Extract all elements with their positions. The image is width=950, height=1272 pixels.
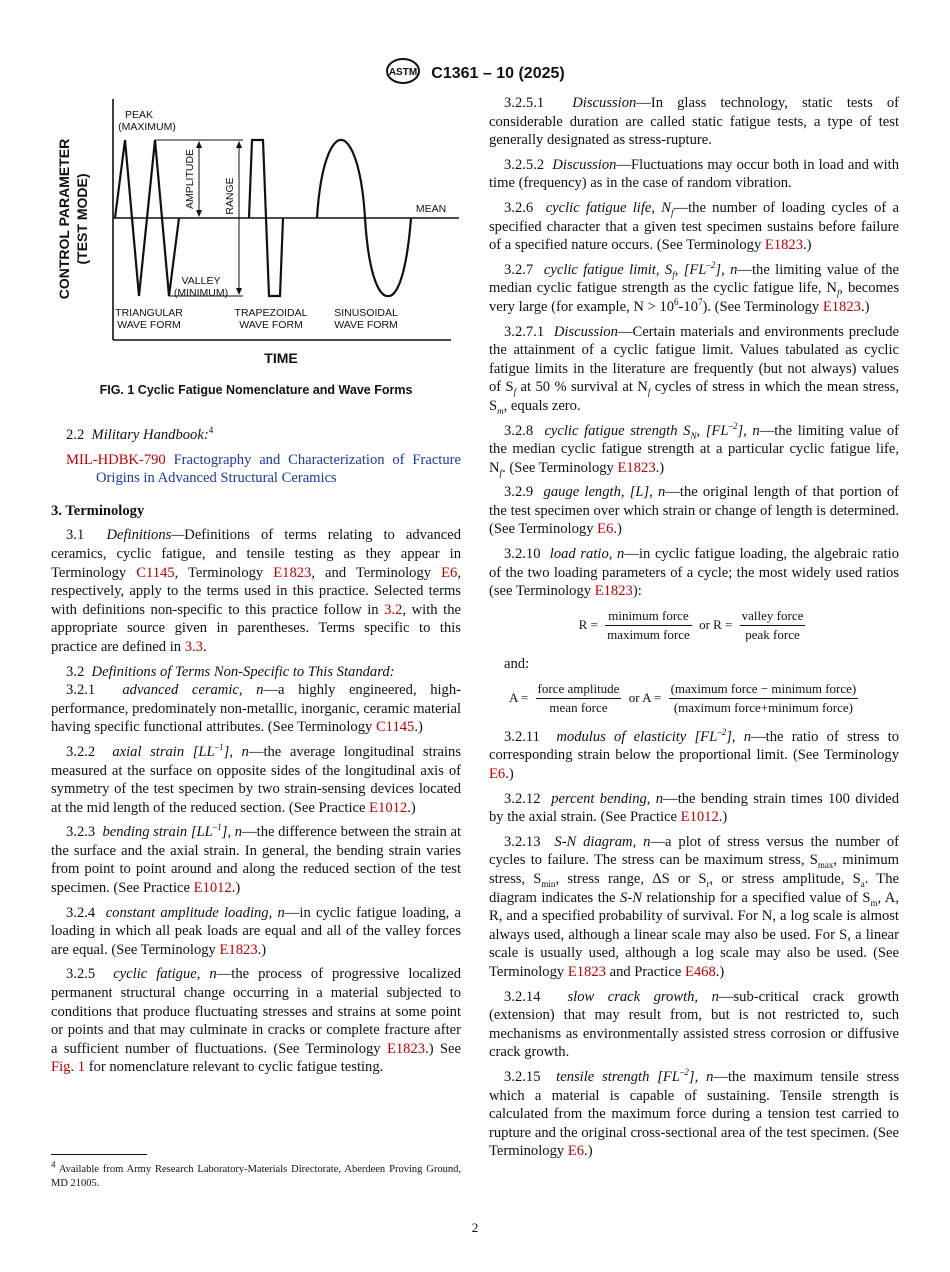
wave2-label-2: WAVE FORM <box>239 319 303 331</box>
para-3-2-15: 3.2.15 tensile strength $[FL^{-2}]$, n—the maximum tensile stress which a material is capable of sustaining. Tensile strength is calculated from the maximum force during a tension test carried to rupture and the original cross-sectional area of the test specimen. (See Terminology E6.) <box>489 1067 900 1160</box>
ref-link[interactable]: E1823 <box>594 583 633 600</box>
ref-link[interactable]: E1012 <box>193 880 232 897</box>
para-3-2: 3.2 Definitions of Terms Non-Specific to This Standard: <box>66 663 395 680</box>
section-2-2: 2.2 Military Handbook:$^4$ <box>66 425 214 443</box>
figure-1 <box>51 94 461 397</box>
ref-link[interactable]: E1012 <box>680 809 719 826</box>
ref-link[interactable]: C1145 <box>136 564 175 581</box>
peak-label: PEAK <box>124 109 154 121</box>
section-3-heading: 3. Terminology <box>51 502 145 519</box>
footnote: $^4$ Available from Army Research Laboratory-Materials Directorate, Aberdeen Proving Ground, MD 21005. <box>51 1159 461 1189</box>
equation-amplitude-ratio: A = $\frac{\text{force amplitude}}{\text{mean force}}$ or A = $\frac{\text{(maximum force − minimum force)}}{\text{(maximum force+minimum force)}}$ <box>509 680 857 716</box>
ref-link[interactable]: E1823 <box>822 298 861 315</box>
left-column <box>51 94 461 1083</box>
para-3-2-8: 3.2.8 cyclic fatigue strength $S_N$, $[FL^{-2}]$, n—the limiting value of the median cyclic fatigue strength at a particular cyclic fatigue life, $N_f$. (See Terminology E1823.) <box>489 420 899 478</box>
para-3-2-4: 3.2.4 constant amplitude loading, n—in cyclic fatigue loading, a loading in which all peak loads are equal and all of the valley forces are equal. (See Terminology E1823.) <box>51 904 461 958</box>
para-3-2-5-2: 3.2.5.2 Discussion—Fluctuations may occur both in load and with time (frequency) as in the case of random vibration. <box>489 156 900 192</box>
ref-link[interactable]: E6 <box>489 766 506 782</box>
para-3-2-14: 3.2.14 slow crack growth, n—sub-critical crack growth (extension) that may result from, but is not restricted to, such mechanisms as environmentally assisted stress corrosion or diffusive crack growth. <box>489 988 900 1061</box>
ref-link[interactable]: E1823 <box>219 941 258 958</box>
section-link[interactable]: 3.2 <box>384 601 403 618</box>
ref-link[interactable]: C1145 <box>375 719 415 736</box>
para-3-2-7: 3.2.7 cyclic fatigue limit, $S_f$, $[FL^{-2}]$, n—the limiting value of the median cyclic fatigue strength as the cyclic fatigue life, $N_f$, becomes very large (for example, $N > 10^6-10^7$). (See Terminology E1823.) <box>489 259 900 315</box>
ref-link[interactable]: E1823 <box>617 459 656 476</box>
para-3-2-12: 3.2.12 percent bending, n—the bending strain times 100 divided by the axial strain. (See Practice E1012.) <box>489 790 900 826</box>
y-axis-label: CONTROL PARAMETER <box>56 138 72 300</box>
ref-link[interactable]: E1823 <box>764 237 804 254</box>
astm-logo-icon <box>385 58 421 89</box>
para-3-2-9: 3.2.9 gauge length, [L], n—the original length of that portion of the test specimen over which strain or change of length is determined. (See Terminology E6.) <box>489 484 900 538</box>
para-3-2-3: 3.2.3 bending strain $[LL^{-1}]$, n—the difference between the strain at the surface and the axial strain. In general, the bending strain varies from point to point around and along the reduced section of the test specimen. (See Practice E1012.) <box>51 822 462 897</box>
footnote-rule <box>51 1154 147 1155</box>
para-3-2-2: 3.2.2 axial strain $[LL^{-1}]$, n—the average longitudinal strains measured at the surface on opposite sides of the longitudinal axis of symmetry of the test specimen by two strain-sensing devices located at the mid length of the reduced section. (See Practice E1012.) <box>51 742 462 816</box>
ref-link[interactable]: E6 <box>597 521 614 538</box>
para-3-2-11: 3.2.11 modulus of elasticity $[FL^{-2}]$, n—the ratio of stress to corresponding strain below the proportional limit. (See Terminology E6.) <box>489 726 900 782</box>
mil-hdbk-reference <box>66 451 461 488</box>
para-3-2-5-1: 3.2.5.1 Discussion—In glass technology, static tests of considerable duration are called static fatigue tests, a type of test generally designated as stress-rupture. <box>489 95 899 149</box>
amplitude-label: AMPLITUDE <box>184 148 196 210</box>
equation-load-ratio: R = $\frac{\text{minimum force}}{\text{maximum force}}$ or R = $\frac{\text{valley force}}{\text{peak force}}$ <box>578 607 804 643</box>
figure-link[interactable]: Fig. 1 <box>51 1059 86 1076</box>
para-3-2-13: 3.2.13 S-N diagram, n—a plot of stress versus the number of cycles to failure. The stress can be maximum stress, $S_{max}$, minimum stress, $S_{min}$, stress range, ΔS or $S_r$, or stress amplitude, $S_a$. The diagram indicates the S-N relationship for a specified value of $S_m$, A, R, and a specified probability of survival. For N, a log scale is almost always used, although a linear scale may also be used. For S, a linear scale is usually used, although a log scale may also be used. (See Terminology E1823 and Practice E468.) <box>489 833 900 980</box>
and-text: and: <box>504 656 530 673</box>
ref-link[interactable]: E1012 <box>369 799 408 816</box>
y-axis-label-2: (TEST MODE) <box>74 173 90 265</box>
para-3-2-5: 3.2.5 cyclic fatigue, n—the process of progressive localized permanent structural change occurring in a material subjected to conditions that produce fluctuating stresses and strains at some point or points and that may culminate in cracks or complete fracture after a sufficient number of fluctuations. (See Terminology E1823.) See Fig. 1 for nomenclature relevant to cyclic fatigue testing. <box>51 966 461 1076</box>
mil-hdbk-title-link[interactable]: Fractography and Characterization of Fracture Origins in Advanced Structural Ceramics <box>96 451 461 487</box>
mean-label: MEAN <box>415 203 447 215</box>
para-3-2-1: 3.2.1 advanced ceramic, n—a highly engineered, high-performance, predominately non-metallic, inorganic, ceramic material having specific functional attributes. (See Terminology C1145.) <box>51 682 461 736</box>
ref-link[interactable]: E6 <box>567 1143 585 1160</box>
ref-link[interactable]: E468 <box>684 963 716 980</box>
svg-text:ASTM: ASTM <box>389 67 418 78</box>
para-3-2-10: 3.2.10 load ratio, n—in cyclic fatigue loading, the algebraic ratio of the two loading parameters of a cycle; the most widely used ratios (see Terminology E1823): <box>489 546 899 600</box>
ref-link[interactable]: E1823 <box>386 1040 426 1057</box>
para-3-2-7-1: 3.2.7.1 Discussion—Certain materials and environments preclude the attainment of a cyclic fatigue limit. Values tabulated as cyclic fatigue limits in the literature are frequently (but not always) values of $S_f$ at 50 % survival at $N_f$ cycles of stress in which the mean stress, $S_m$, equals zero. <box>489 323 899 416</box>
ref-link[interactable]: E6 <box>441 564 458 581</box>
wave2-label: TRAPEZOIDAL <box>234 307 308 319</box>
peak-label-2: (MAXIMUM) <box>118 121 176 133</box>
figure-caption: FIG. 1 Cyclic Fatigue Nomenclature and Wave Forms <box>99 382 413 397</box>
ref-link[interactable]: E1823 <box>567 963 606 980</box>
valley-label: VALLEY <box>181 275 221 287</box>
section-link[interactable]: 3.3 <box>184 638 203 655</box>
wave3-label: SINUSOIDAL <box>334 307 398 319</box>
right-column <box>489 94 899 1167</box>
mil-hdbk-link[interactable]: MIL-HDBK-790 <box>66 451 166 468</box>
x-axis-label: TIME <box>264 350 298 366</box>
page-header <box>0 58 950 89</box>
standard-designation: C1361 – 10 (2025) <box>431 64 565 82</box>
page-number: 2 <box>471 1220 479 1235</box>
valley-label-2: (MINIMUM) <box>173 287 229 299</box>
para-3-2-6: 3.2.6 cyclic fatigue life, $N_f—the$ number of loading cycles of a specified character that a given test specimen sustains before failure of a specified nature occurs. (See Terminology E1823.) <box>489 199 900 254</box>
wave1-label-2: WAVE FORM <box>117 319 181 331</box>
ref-link[interactable]: E1823 <box>273 564 312 581</box>
para-3-1: 3.1 Definitions—Definitions of terms relating to advanced ceramics, cyclic fatigue, and tensile testing as they appear in Terminology C1145, Terminology E1823, and Terminology E6, respectively, apply to the terms used in this practice. Selected terms with definitions non-specific to this practice follow in 3.2, with the appropriate source given in parentheses. Terms specific to this practice are defined in 3.3. <box>51 527 461 655</box>
range-label: RANGE <box>224 177 236 215</box>
wave3-label-2: WAVE FORM <box>334 319 398 331</box>
wave1-label: TRIANGULAR <box>115 307 183 319</box>
